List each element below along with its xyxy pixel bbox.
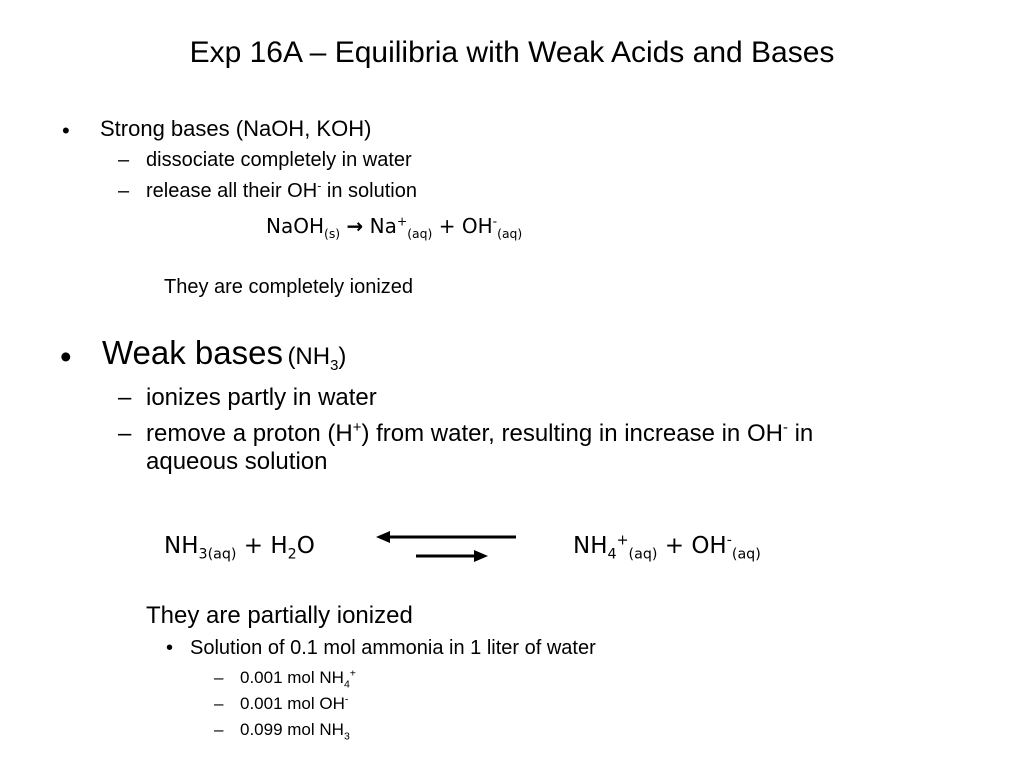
item-nh4-sup: + — [349, 667, 356, 680]
weak-bases-heading — [102, 334, 346, 372]
sub2-mid: ) from water, resulting in increase in OH — [361, 420, 783, 447]
solution-line: Solution of 0.1 mol ammonia in 1 liter of water — [190, 637, 596, 659]
eq-o: O — [296, 533, 315, 559]
eq-nh4-sup: + — [616, 532, 629, 549]
item-nh3 — [240, 720, 350, 743]
eq-oh-state: (aq) — [497, 226, 523, 241]
item-oh-sup: - — [344, 693, 349, 706]
weak-heading-text: Weak bases — [102, 334, 283, 371]
eq-plus: + — [438, 214, 456, 238]
bullet-glyph: • — [166, 637, 174, 659]
sub2-post: in — [787, 420, 814, 447]
eq-plus-h: + H — [243, 533, 288, 559]
eq-plus-oh: + OH — [664, 533, 727, 559]
dash-glyph: – — [214, 694, 224, 713]
dash-glyph: – — [118, 384, 132, 411]
item-nh3-sub: 3 — [343, 730, 350, 743]
eq-na-state: (aq) — [407, 226, 433, 241]
weak-sub1: ionizes partly in water — [146, 384, 377, 411]
item-nh4-sub: 4 — [343, 678, 350, 691]
eq-nh4: NH — [573, 533, 608, 559]
bullet-glyph: • — [60, 338, 72, 375]
dash-glyph: – — [118, 180, 130, 202]
eq-oh-sup: - — [726, 532, 732, 549]
item-nh3-text: 0.099 mol NH — [240, 720, 344, 739]
dash-glyph: – — [118, 420, 132, 447]
weak-note: They are partially ionized — [146, 602, 413, 629]
eq-nh: NH — [164, 533, 199, 559]
weak-heading-formula — [287, 343, 347, 374]
weak-sub2-line2: aqueous solution — [146, 448, 328, 475]
eq-na-charge: + — [396, 213, 408, 229]
dash-glyph: – — [214, 720, 224, 739]
item-oh — [240, 694, 348, 714]
eq-reactant-state: (s) — [324, 226, 341, 241]
eq-nh4-sub: 4 — [607, 546, 617, 563]
eq-nh-sub: 3(aq) — [198, 546, 237, 563]
formula-close: ) — [338, 343, 347, 370]
reaction-arrow-icon: → — [346, 214, 364, 238]
dash-glyph: – — [214, 668, 224, 687]
eq-oh-charge: - — [492, 213, 498, 229]
strong-sub2-pre: release all their OH — [146, 180, 318, 202]
strong-note: They are completely ionized — [164, 276, 414, 298]
eq-oh: OH — [461, 214, 493, 238]
eq-oh-state: (aq) — [731, 546, 761, 563]
eq-nh4-state: (aq) — [628, 546, 658, 563]
slide-title: Exp 16A – Equilibria with Weak Acids and Bases — [189, 36, 835, 69]
strong-sub2-sup: - — [317, 178, 322, 193]
strong-sub2-post: in solution — [321, 180, 417, 202]
nh4-products — [573, 532, 761, 563]
item-nh4 — [240, 667, 356, 691]
eq-na: Na — [369, 214, 397, 238]
equilibrium-arrows-icon — [370, 528, 530, 568]
naoh-equation — [266, 213, 523, 241]
sub2-sup2: - — [782, 420, 788, 436]
bullet-glyph: • — [62, 118, 70, 143]
sub2-pre: remove a proton (H — [146, 420, 353, 447]
item-nh4-text: 0.001 mol NH — [240, 668, 344, 687]
dash-glyph: – — [118, 149, 130, 171]
strong-bases-heading: Strong bases (NaOH, KOH) — [100, 116, 372, 141]
weak-sub2-line1 — [146, 420, 813, 448]
formula-sub: 3 — [330, 357, 339, 374]
strong-sub2 — [146, 180, 417, 203]
formula-nh: (NH — [287, 343, 331, 370]
eq-reactant: NaOH — [266, 214, 324, 238]
strong-sub1: dissociate completely in water — [146, 149, 412, 171]
eq-h2o-sub: 2 — [287, 546, 297, 563]
item-oh-text: 0.001 mol OH — [240, 694, 345, 713]
nh3-reactants — [164, 533, 315, 563]
sub2-sup: + — [352, 420, 362, 436]
